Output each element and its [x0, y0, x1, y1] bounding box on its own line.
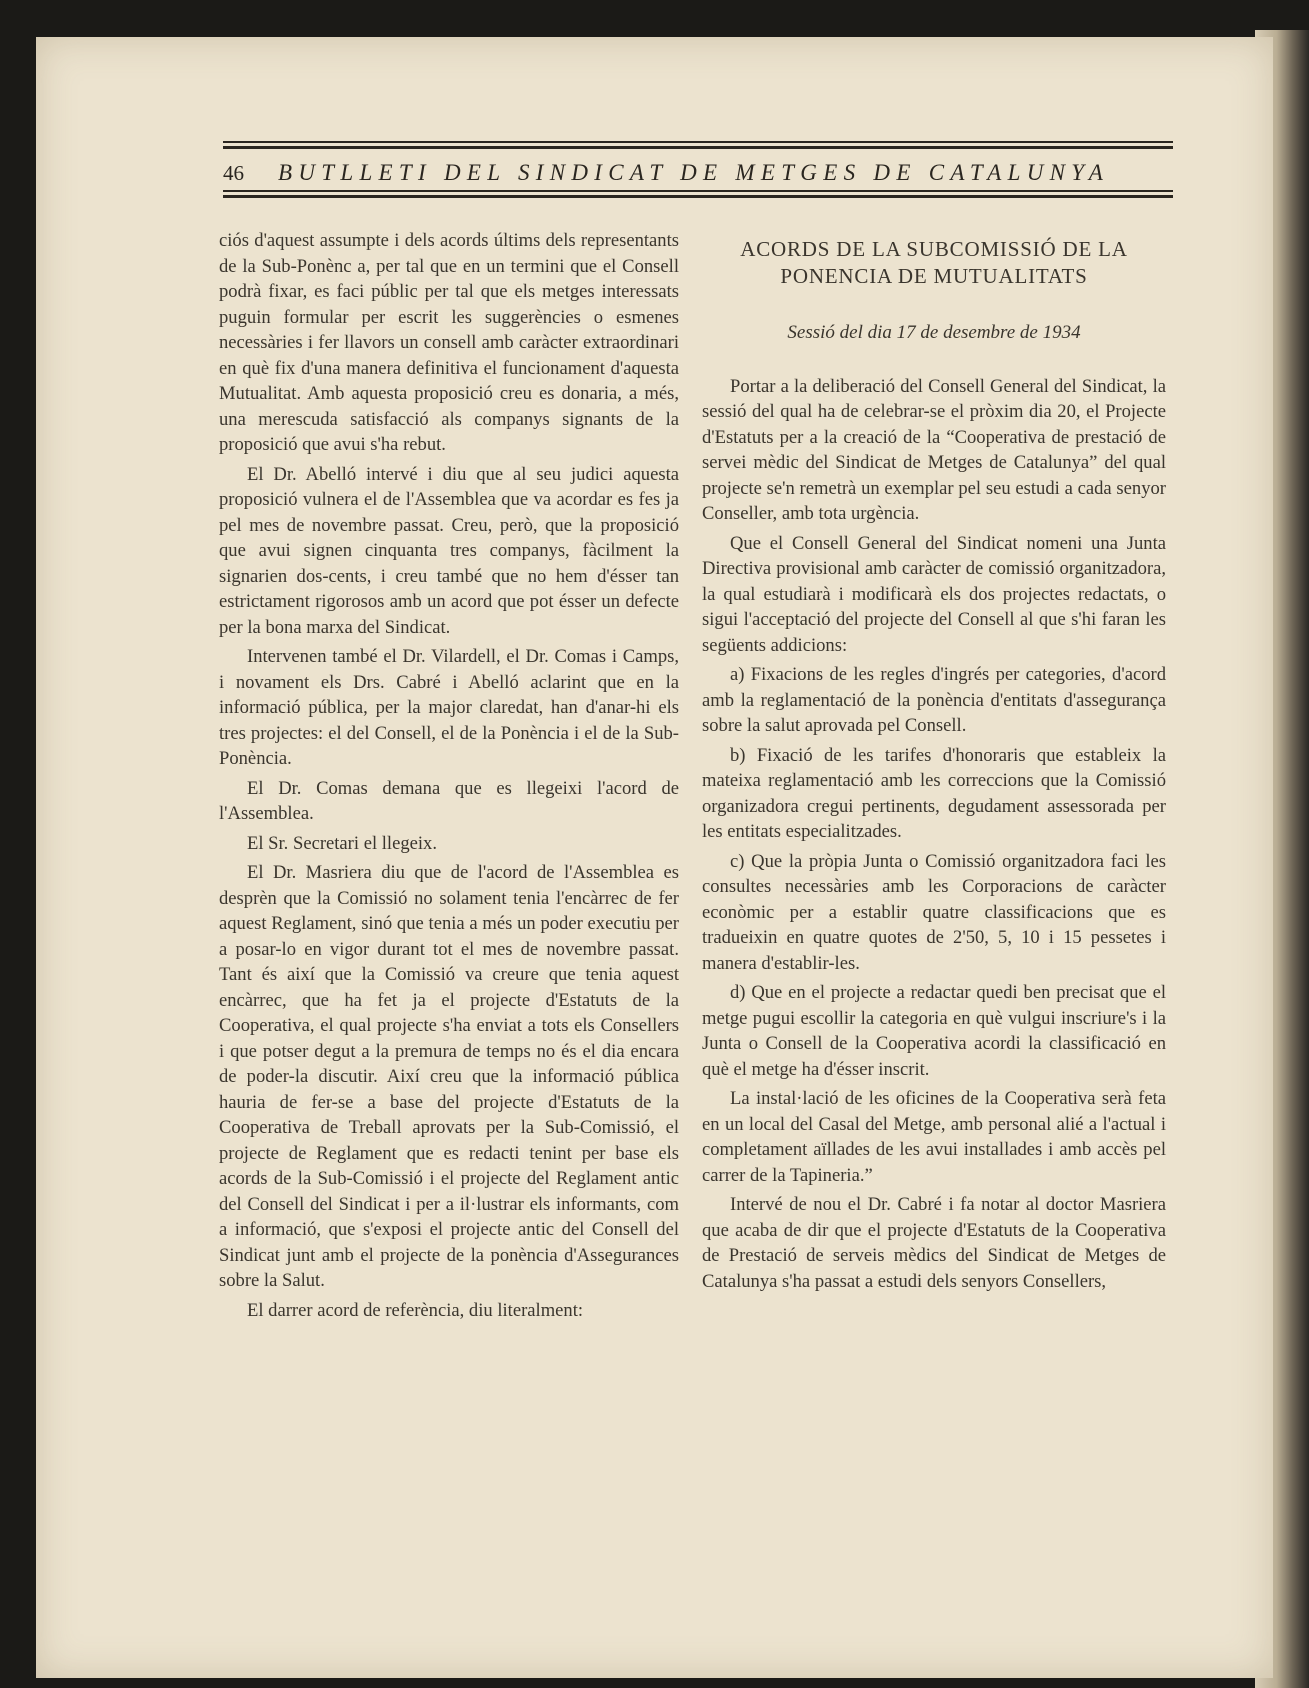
- paragraph: El Dr. Comas demana que es llegeixi l'acord de l'Assemblea.: [219, 777, 679, 824]
- paragraph: Intervenen també el Dr. Vilardell, el Dr. Comas i Camps, i novament els Drs. Cabré i Abelló aclarint que en la informació pública, per la major claredat, han d'anar-hi els tres projectes: el del Consell, el de la Ponència i el de la Sub-Ponència.: [219, 646, 679, 769]
- right-column: [702, 228, 1166, 1298]
- paragraph: El Dr. Masriera diu que de l'acord de l'Assemblea es desprèn que la Comissió no solament tenia l'encàrrec de fer aquest Reglament, sinó que tenia a més un poder executiu per a posar-lo en vigor durant tot el mes de novembre passat. Tant és així que la Comissió va creure que tenia aquest encàrrec, que ha fet ja el projecte d'Estatuts de la Cooperativa, el qual projecte s'ha enviat a tots els Consellers i que potser degut a la premura de temps no és el dia encara de poder-la discutir. Així creu que la informació pública hauria de fer-se a base del projecte d'Estatuts de la Cooperativa de Treball aprovats per la Sub-Comissió, el projecte de Reglament que es redacti tenint per base els acords de la Sub-Comissió i el projecte del Reglament antic del Consell del Sindicat i per a il·lustrar els informants, com a informació, que s'exposi el projecte antic del Consell del Sindicat junt amb el projecte de la ponència d'Assegurances sobre la Salut.: [219, 862, 679, 1291]
- journal-title: BUTLLETI DEL SINDICAT DE METGES DE CATALUNYA: [278, 160, 1110, 185]
- paragraph: El darrer acord de referència, diu literalment:: [247, 1299, 584, 1321]
- header-rule-bottom-thick: [223, 195, 1173, 198]
- list-item: d) Que en el projecte a redactar quedi ben precisat que el metge pugui escollir la categoria en què vulgui inscriure's i la Junta o Consell de la Cooperativa acordi la classificació en què el metge ha d'ésser inscrit.: [702, 982, 1166, 1080]
- left-column: [219, 228, 679, 1327]
- paragraph: Intervé de nou el Dr. Cabré i fa notar al doctor Masriera que acaba de dir que el projecte d'Estatuts de la Cooperativa de Prestació de serveis mèdics del Sindicat de Metges de Catalunya s'ha passat a estudi dels senyors Consellers,: [702, 1194, 1166, 1292]
- page-number: 46: [223, 160, 244, 185]
- list-item: c) Que la pròpia Junta o Comissió organitzadora faci les consultes necessàries amb les Corporacions de caràcter econòmic per a establir quatre classificacions que es tradueixin en quatre quotes de 2'50, 5, 10 i 15 pessetes i manera d'establir-les.: [702, 850, 1166, 974]
- paragraph: El Dr. Abelló intervé i diu que al seu judici aquesta proposició vulnera el de l'Assemblea que va acordar es fes ja pel mes de novembre passat. Creu, però, que la proposició que avui signen cinquanta tres companys, fàcilment la signarien dos-cents, i creu també que no hem d'ésser tan estrictament rigorosos amb un acord que pot ésser un defecte per la bona marxa del Sindicat.: [219, 463, 679, 638]
- section-title: ACORDS DE LA SUBCOMISSIÓ DE LA PONENCIA DE MUTUALITATS: [740, 237, 1128, 288]
- list-item: a) Fixacions de les regles d'ingrés per categories, d'acord amb la reglamentació de la ponència d'entitats d'assegurança sobre la salut aprovada pel Consell.: [702, 664, 1166, 736]
- list-item: b) Fixació de les tarifes d'honoraris que estableix la mateixa reglamentació amb les correccions que la Comissió organizadora cregui pertinents, degudament assessorada per les entitats especialitzades.: [702, 744, 1166, 842]
- session-date: Sessió del dia 17 de desembre de 1934: [787, 322, 1081, 343]
- header-rule-top-thick: [223, 146, 1173, 149]
- header-rule-bottom-thin: [223, 190, 1173, 192]
- header-rule-top-thin: [223, 141, 1173, 143]
- paragraph: Que el Consell General del Sindicat nomeni una Junta Directiva provisional amb caràcter de comissió organitzadora, la qual estudiarà i modificarà els dos projectes redactats, o sigui l'acceptació del projecte del Consell al que s'hi faran les següents addicions:: [702, 532, 1166, 656]
- paragraph: El Sr. Secretari el llegeix.: [247, 832, 438, 854]
- paragraph: Portar a la deliberació del Consell General del Sindicat, la sessió del qual ha de celebrar-se el pròxim dia 20, el Projecte d'Estatuts per a la creació de la “Cooperativa de prestació de servei mèdic del Sindicat de Metges de Catalunya” del qual projecte se'n remetrà un exemplar pel seu estudi a cada senyor Conseller, amb tota urgència.: [702, 375, 1166, 524]
- running-header: [223, 158, 1173, 188]
- paragraph: ciós d'aquest assumpte i dels acords últims dels representants de la Sub-Ponènc a, per tal que en un termini que el Consell podrà fixar, es faci públic per tal que els metges interessats puguin formular per escrit les suggerències o esmenes necessàries i fer llavors un consell amb caràcter extraordinari en què fix d'una manera definitiva el funcionament d'aquesta Mutualitat. Amb aquesta proposició creu es donaria, a més, una merescuda satisfacció als companys signants de la proposició que avui s'ha rebut.: [219, 230, 679, 455]
- paragraph: La instal·lació de les oficines de la Cooperativa serà feta en un local del Casal del Metge, amb personal alié a l'actual i completament aïllades de les avui installades i amb accès pel carrer de la Tapineria.”: [702, 1088, 1166, 1186]
